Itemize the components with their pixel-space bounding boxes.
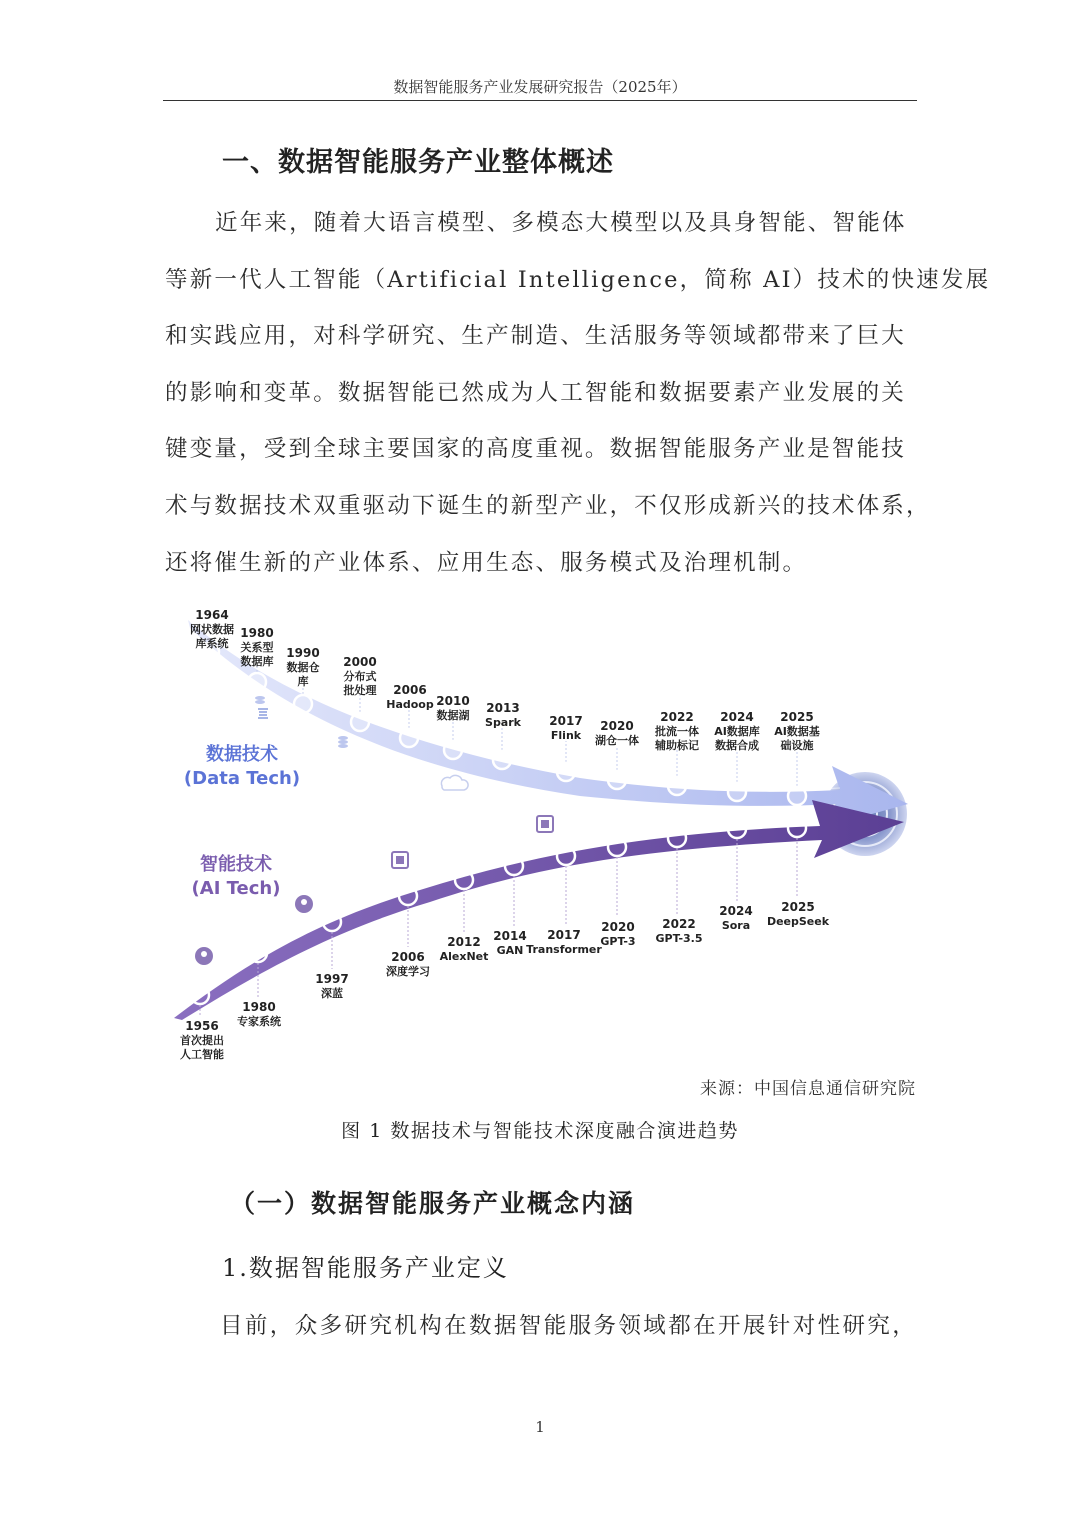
milestone-label: 2024 [720,710,754,724]
ai-tech-title-en: (AI Tech) [191,878,281,899]
milestone-label: 2000 [343,655,377,669]
paragraph-line: 键变量，受到全球主要国家的高度重视。数据智能服务产业是智能技 [165,436,907,463]
milestone-label: 数据库 [240,655,274,668]
sub-subsection-heading: 1.数据智能服务产业定义 [222,1254,509,1282]
milestone-label: 1980 [242,1000,276,1014]
milestone-marker [444,741,462,759]
data-milestone [714,710,760,801]
page-number: 1 [535,1418,545,1436]
milestone-label: 库 [297,675,309,688]
milestone-label: 首次提出 [180,1034,224,1047]
body-paragraph: 目前，众多研究机构在数据智能服务领域都在开展针对性研究， [220,1313,918,1339]
milestone-label: 2017 [549,714,583,728]
figure-source: 来源：中国信息通信研究院 [700,1079,916,1099]
milestone-label: 批处理 [343,684,377,697]
milestone-label: 2025 [781,900,815,914]
milestone-marker [728,783,746,801]
milestone-label: 网状数据 [190,623,234,636]
figure-caption: 图 1 数据技术与智能技术深度融合演进趋势 [341,1120,739,1142]
milestone-marker [788,787,806,805]
ai-milestones [180,819,830,1060]
data-tech-title-cn: 数据技术 [206,744,278,765]
brain-head-icon [195,947,213,965]
milestone-marker [248,673,266,691]
milestone-label: 数据湖 [436,709,470,722]
milestone-label: 深度学习 [386,965,430,978]
milestone-marker [400,729,418,747]
milestone-label: 2022 [660,710,694,724]
data-milestone [485,701,522,769]
milestone-label: 2025 [780,710,814,724]
cloud-icon [441,775,468,790]
milestone-label: 2024 [719,904,753,918]
milestone-label: Hadoop [386,698,434,711]
chip-icon [392,852,408,868]
paragraph-line: 还将催生新的产业体系、应用生态、服务模式及治理机制。 [165,549,808,576]
milestone-label: 分布式 [343,670,377,683]
chip-icon [537,816,553,832]
paragraph-line: 等新一代人工智能（Artificial Intelligence，简称 AI）技术的快速发展 [165,266,991,293]
milestone-label: DeepSeek [766,915,830,928]
section-heading: 一、数据智能服务产业整体概述 [222,147,614,178]
milestone-label: 2014 [493,929,527,943]
milestone-label: 1956 [185,1019,219,1033]
milestone-label: 1964 [195,608,229,622]
milestone-marker [668,777,686,795]
ai-tech-title-cn: 智能技术 [200,854,272,875]
milestone-label: 人工智能 [180,1048,224,1060]
running-header [163,76,917,101]
paragraph-line: 近年来，随着大语言模型、多模态大模型以及具身智能、智能体 [215,210,907,236]
milestone-marker [351,713,369,731]
ai-tech-title [192,853,281,899]
evolution-diagram [160,590,920,1060]
milestone-label: GAN [496,944,524,957]
milestone-label: 2012 [447,935,481,949]
milestone-label: 础设施 [780,739,814,752]
data-milestone [654,710,699,795]
stack-icon [255,696,265,704]
database-icon [258,708,268,719]
paragraph-line: 的影响和变革。数据智能已然成为人工智能和数据要素产业发展的关 [165,379,907,406]
milestone-label: 1997 [315,972,349,986]
data-milestone [774,710,820,805]
milestone-label: 辅助标记 [655,739,699,752]
milestone-marker [493,751,511,769]
milestone-label: 关系型 [240,641,274,654]
milestone-label: Flink [550,729,582,742]
milestone-label: AI数据库 [714,725,760,738]
milestone-label: 2013 [486,701,520,715]
milestone-label: 深蓝 [321,987,343,1000]
paragraph-line: 术与数据技术双重驱动下诞生的新型产业，不仅形成新兴的技术体系， [165,492,931,519]
milestone-label: 2006 [393,683,427,697]
milestone-label: 1990 [286,646,320,660]
milestone-label: Transformer [526,943,602,956]
milestone-label: 2006 [391,950,425,964]
milestone-label: GPT-3.5 [655,932,703,945]
milestone-marker [249,944,267,962]
milestone-label: Sora [721,919,751,932]
milestone-label: 湖仓一体 [595,734,639,747]
milestone-label: 库系统 [195,637,229,650]
milestone-marker [608,771,626,789]
milestone-label: AI数据基 [774,725,820,738]
milestone-marker [557,763,575,781]
data-tech-title-en: (Data Tech) [183,768,301,789]
milestone-label: 2017 [547,928,581,942]
milestone-label: 数据合成 [715,739,759,752]
milestone-label: AlexNet [439,950,489,963]
milestone-label: 1980 [240,626,274,640]
milestone-label: 2020 [601,920,635,934]
running-header-title: 数据智能服务产业发展研究报告（2025年） [393,78,687,96]
milestone-label: 2020 [600,719,634,733]
subsection-heading: （一）数据智能服务产业概念内涵 [230,1189,636,1218]
milestone-label: 批流一体 [655,725,699,738]
evolution-figure [160,590,920,1060]
milestone-label: 2022 [662,917,696,931]
milestone-label: GPT-3 [600,935,636,948]
milestone-label: Spark [485,716,521,729]
brain-head-icon [295,895,313,913]
milestone-label: 数据仓 [286,661,320,674]
data-tech-title [184,743,300,789]
stack-icon [338,736,348,748]
milestone-label: 2010 [436,694,470,708]
milestone-label: 专家系统 [237,1015,281,1028]
intro-paragraph [165,195,991,591]
paragraph-line: 和实践应用，对科学研究、生产制造、生活服务等领域都带来了巨大 [165,323,907,350]
milestone-marker [294,695,312,713]
